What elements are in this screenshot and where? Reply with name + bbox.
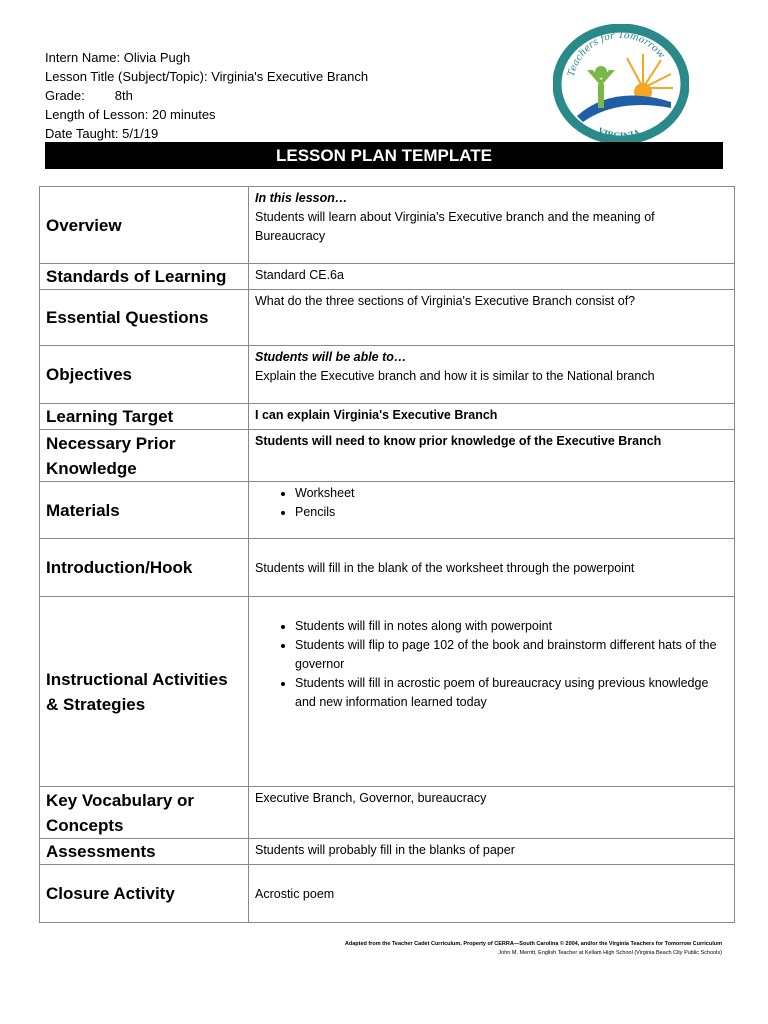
essential-text: What do the three sections of Virginia's Executive Branch consist of? xyxy=(249,290,735,346)
row-label-overview: Overview xyxy=(40,187,249,264)
lesson-header xyxy=(45,48,368,143)
table-row xyxy=(40,839,735,865)
prior-text: Students will need to know prior knowledge of the Executive Branch xyxy=(249,430,735,482)
lesson-length: Length of Lesson: 20 minutes xyxy=(45,107,216,122)
row-label-standards: Standards of Learning xyxy=(40,264,249,290)
activities-content xyxy=(249,597,735,787)
table-row xyxy=(40,264,735,290)
materials-list xyxy=(255,484,728,522)
date-taught: Date Taught: 5/1/19 xyxy=(45,126,159,141)
list-item: • Students will flip to page 102 of the book and brainstorm different hats of the governor xyxy=(295,636,728,674)
logo-virginia-text: VIRGINIA xyxy=(596,125,642,141)
row-label-activities: Instructional Activities & Strategies xyxy=(40,597,249,787)
lesson-title: Lesson Title (Subject/Topic): Virginia's Executive Branch xyxy=(45,69,369,84)
table-row xyxy=(40,290,735,346)
table-row xyxy=(40,865,735,923)
row-label-objectives: Objectives xyxy=(40,346,249,404)
teachers-for-tomorrow-logo xyxy=(553,24,689,142)
table-row xyxy=(40,404,735,430)
intern-name: Intern Name: Olivia Pugh xyxy=(45,50,191,65)
row-label-closure: Closure Activity xyxy=(40,865,249,923)
footer-line-1: Adapted from the Teacher Cadet Curriculum, Property of CERRA—South Carolina © 2004, and/or the Virginia Teachers for Tomorrow Curriculum xyxy=(344,941,722,947)
row-label-target: Learning Target xyxy=(40,404,249,430)
closure-text: Acrostic poem xyxy=(249,865,735,923)
overview-intro: In this lesson… xyxy=(255,191,348,205)
vocab-text: Executive Branch, Governor, bureaucracy xyxy=(249,787,735,839)
standards-text: Standard CE.6a xyxy=(249,264,735,290)
row-label-prior: Necessary Prior Knowledge xyxy=(40,430,249,482)
list-item: • Students will fill in acrostic poem of bureaucracy using previous knowledge and new information learned today xyxy=(295,674,728,712)
grade-label: Grade: xyxy=(45,88,85,103)
lesson-plan-table xyxy=(39,186,735,923)
list-item: • Worksheet xyxy=(295,484,728,503)
grade-line xyxy=(45,86,368,105)
footer-line-2: John M. Merritt, English Teacher at Kellam High School (Virginia Beach City Public Schools) xyxy=(498,950,722,956)
table-row xyxy=(40,539,735,597)
target-text: I can explain Virginia's Executive Branch xyxy=(249,404,735,430)
objectives-content xyxy=(249,346,735,404)
table-row xyxy=(40,787,735,839)
list-item: • Students will fill in notes along with powerpoint xyxy=(295,617,728,636)
table-row xyxy=(40,430,735,482)
overview-text: Students will learn about Virginia's Executive branch and the meaning of Bureaucracy xyxy=(255,210,655,243)
row-label-assessments: Assessments xyxy=(40,839,249,865)
list-item: • Pencils xyxy=(295,503,728,522)
overview-content xyxy=(249,187,735,264)
objectives-text: Explain the Executive branch and how it is similar to the National branch xyxy=(255,369,655,383)
row-label-materials: Materials xyxy=(40,482,249,539)
row-label-intro-hook: Introduction/Hook xyxy=(40,539,249,597)
objectives-intro: Students will be able to… xyxy=(255,350,407,364)
logo-arc-text: Teachers for Tomorrow xyxy=(566,29,667,78)
grade-value: 8th xyxy=(114,88,133,103)
intro-hook-text: Students will fill in the blank of the worksheet through the powerpoint xyxy=(249,539,735,597)
table-row xyxy=(40,482,735,539)
activities-list xyxy=(255,617,728,712)
table-row xyxy=(40,597,735,787)
table-row xyxy=(40,346,735,404)
row-label-vocab: Key Vocabulary or Concepts xyxy=(40,787,249,839)
table-row xyxy=(40,187,735,264)
row-label-essential: Essential Questions xyxy=(40,290,249,346)
page-title: LESSON PLAN TEMPLATE xyxy=(45,142,723,169)
assessments-text: Students will probably fill in the blanks of paper xyxy=(249,839,735,865)
materials-content xyxy=(249,482,735,539)
footer-credits xyxy=(345,940,722,958)
